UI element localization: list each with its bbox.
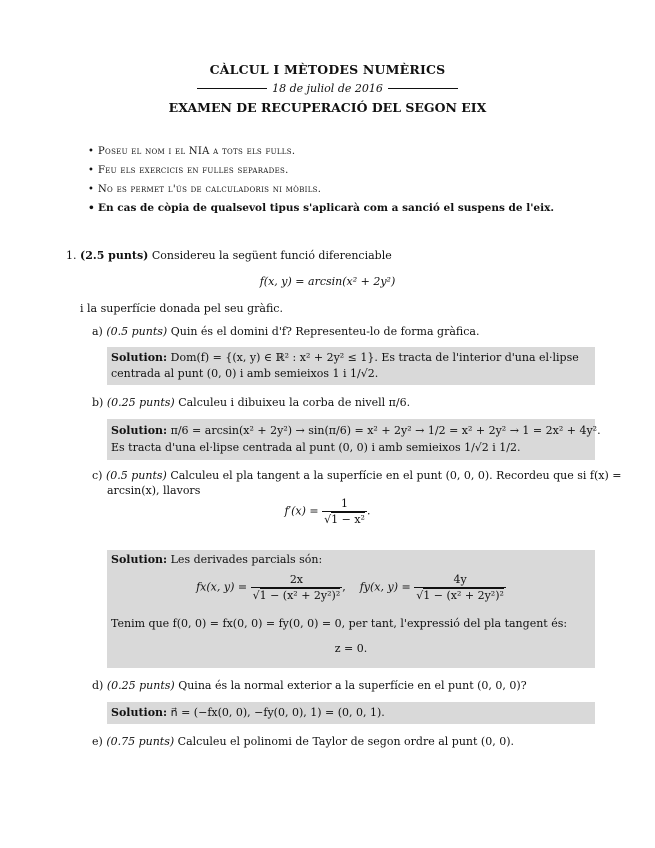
- fy-fraction: $\frac{4y}{\text{√1 − (x² + 2y²)²}}$: [416, 573, 504, 602]
- instruction-item: • No es permet l'ús de calculadoris ni mòbils.: [88, 184, 322, 195]
- problem-statement: 1. (2.5 punts) Considereu la següent funció diferenciable: [66, 249, 392, 262]
- part-b: b) (0.25 punts) Calculeu i dibuixeu la corba de nivell π/6.: [92, 396, 411, 409]
- part-c-cont: arcsin(x), llavors: [107, 484, 201, 497]
- solution-d: Solution: n⃗ = (−fx(0, 0), −fy(0, 0), 1) = (0, 0, 1).: [107, 702, 595, 724]
- bullet-icon: •: [88, 202, 95, 214]
- derivative-fraction: $\frac{1}{\text{√1 − x²}}$: [324, 497, 365, 526]
- instruction-item: • Feu els exercicis en fulles separades.: [88, 165, 289, 176]
- partial-derivatives: fx(x, y) = $\frac{2x}{\text{√1 − (x² + 2y²)²}}$ , fy(x, y) = $\frac{4y}{\text{√1 − (x² + 2y²)²}}$: [196, 573, 504, 602]
- part-c: c) (0.5 punts) Calculeu el pla tangent a la superfície en el punt (0, 0, 0). Recordeu que si f(x) =: [92, 469, 622, 482]
- part-e: e) (0.75 punts) Calculeu el polinomi de Taylor de segon ordre al punt (0, 0).: [92, 735, 514, 748]
- solution-b: Solution: π/6 = arcsin(x² + 2y²) → sin(π/6) = x² + 2y² → 1/2 = x² + 2y² → 1 = 2x² + 4y². Es tracta d'una el·lipse centrada al punt (0, 0) i amb semieixos 1/√2 i 1/2.: [107, 419, 595, 460]
- exam-date-line: [0, 82, 655, 95]
- fx-fraction: $\frac{2x}{\text{√1 − (x² + 2y²)²}}$: [252, 573, 341, 602]
- problem-statement-cont: i la superfície donada pel seu gràfic.: [80, 302, 283, 315]
- bullet-icon: •: [88, 165, 95, 176]
- derivative-formula: f′(x) = $\frac{1}{\text{√1 − x²}}$ .: [284, 497, 371, 526]
- main-formula: f(x, y) = arcsin(x² + 2y²): [259, 275, 396, 288]
- date-rule-right: [388, 88, 458, 89]
- part-d: d) (0.25 punts) Quina és la normal exterior a la superfície en el punt (0, 0, 0)?: [92, 679, 527, 692]
- exam-subtitle: EXAMEN DE RECUPERACIÓ DEL SEGON EIX: [168, 100, 487, 115]
- instructions-list: [88, 144, 588, 220]
- bullet-icon: •: [88, 146, 95, 157]
- bullet-icon: •: [88, 184, 95, 195]
- solution-a: Solution: Dom(f) = {(x, y) ∈ ℝ² : x² + 2y² ≤ 1}. Es tracta de l'interior d'una el·lipse centrada al punt (0, 0) i amb semieixos 1 i 1/√2.: [107, 347, 595, 385]
- date-rule-left: [197, 88, 267, 89]
- instruction-item: • Poseu el nom i el NIA a tots els fulls.: [88, 146, 296, 157]
- instruction-item: • En cas de còpia de qualsevol tipus s'aplicarà com a sanció el suspens de l'eix.: [88, 202, 555, 214]
- exam-date: 18 de juliol de 2016: [272, 82, 383, 95]
- solution-c: Solution: Les derivades parcials són: fx(x, y) = $\frac{2x}{\text{√1 − (x² + 2y²)²}}$ , fy(x, y) = $\frac{4y}{\text{√1 − (x² + 2y²)²}}$ Tenim que f(0, 0) = fx(0, 0) = fy(0, 0) = 0, per tant, l'expressió del pla tangent és: z = 0.: [107, 550, 595, 668]
- part-a: a) (0.5 punts) Quin és el domini d'f? Representeu-lo de forma gràfica.: [92, 325, 480, 338]
- exam-title: CÀLCUL I MÈTODES NUMÈRICS: [209, 62, 446, 77]
